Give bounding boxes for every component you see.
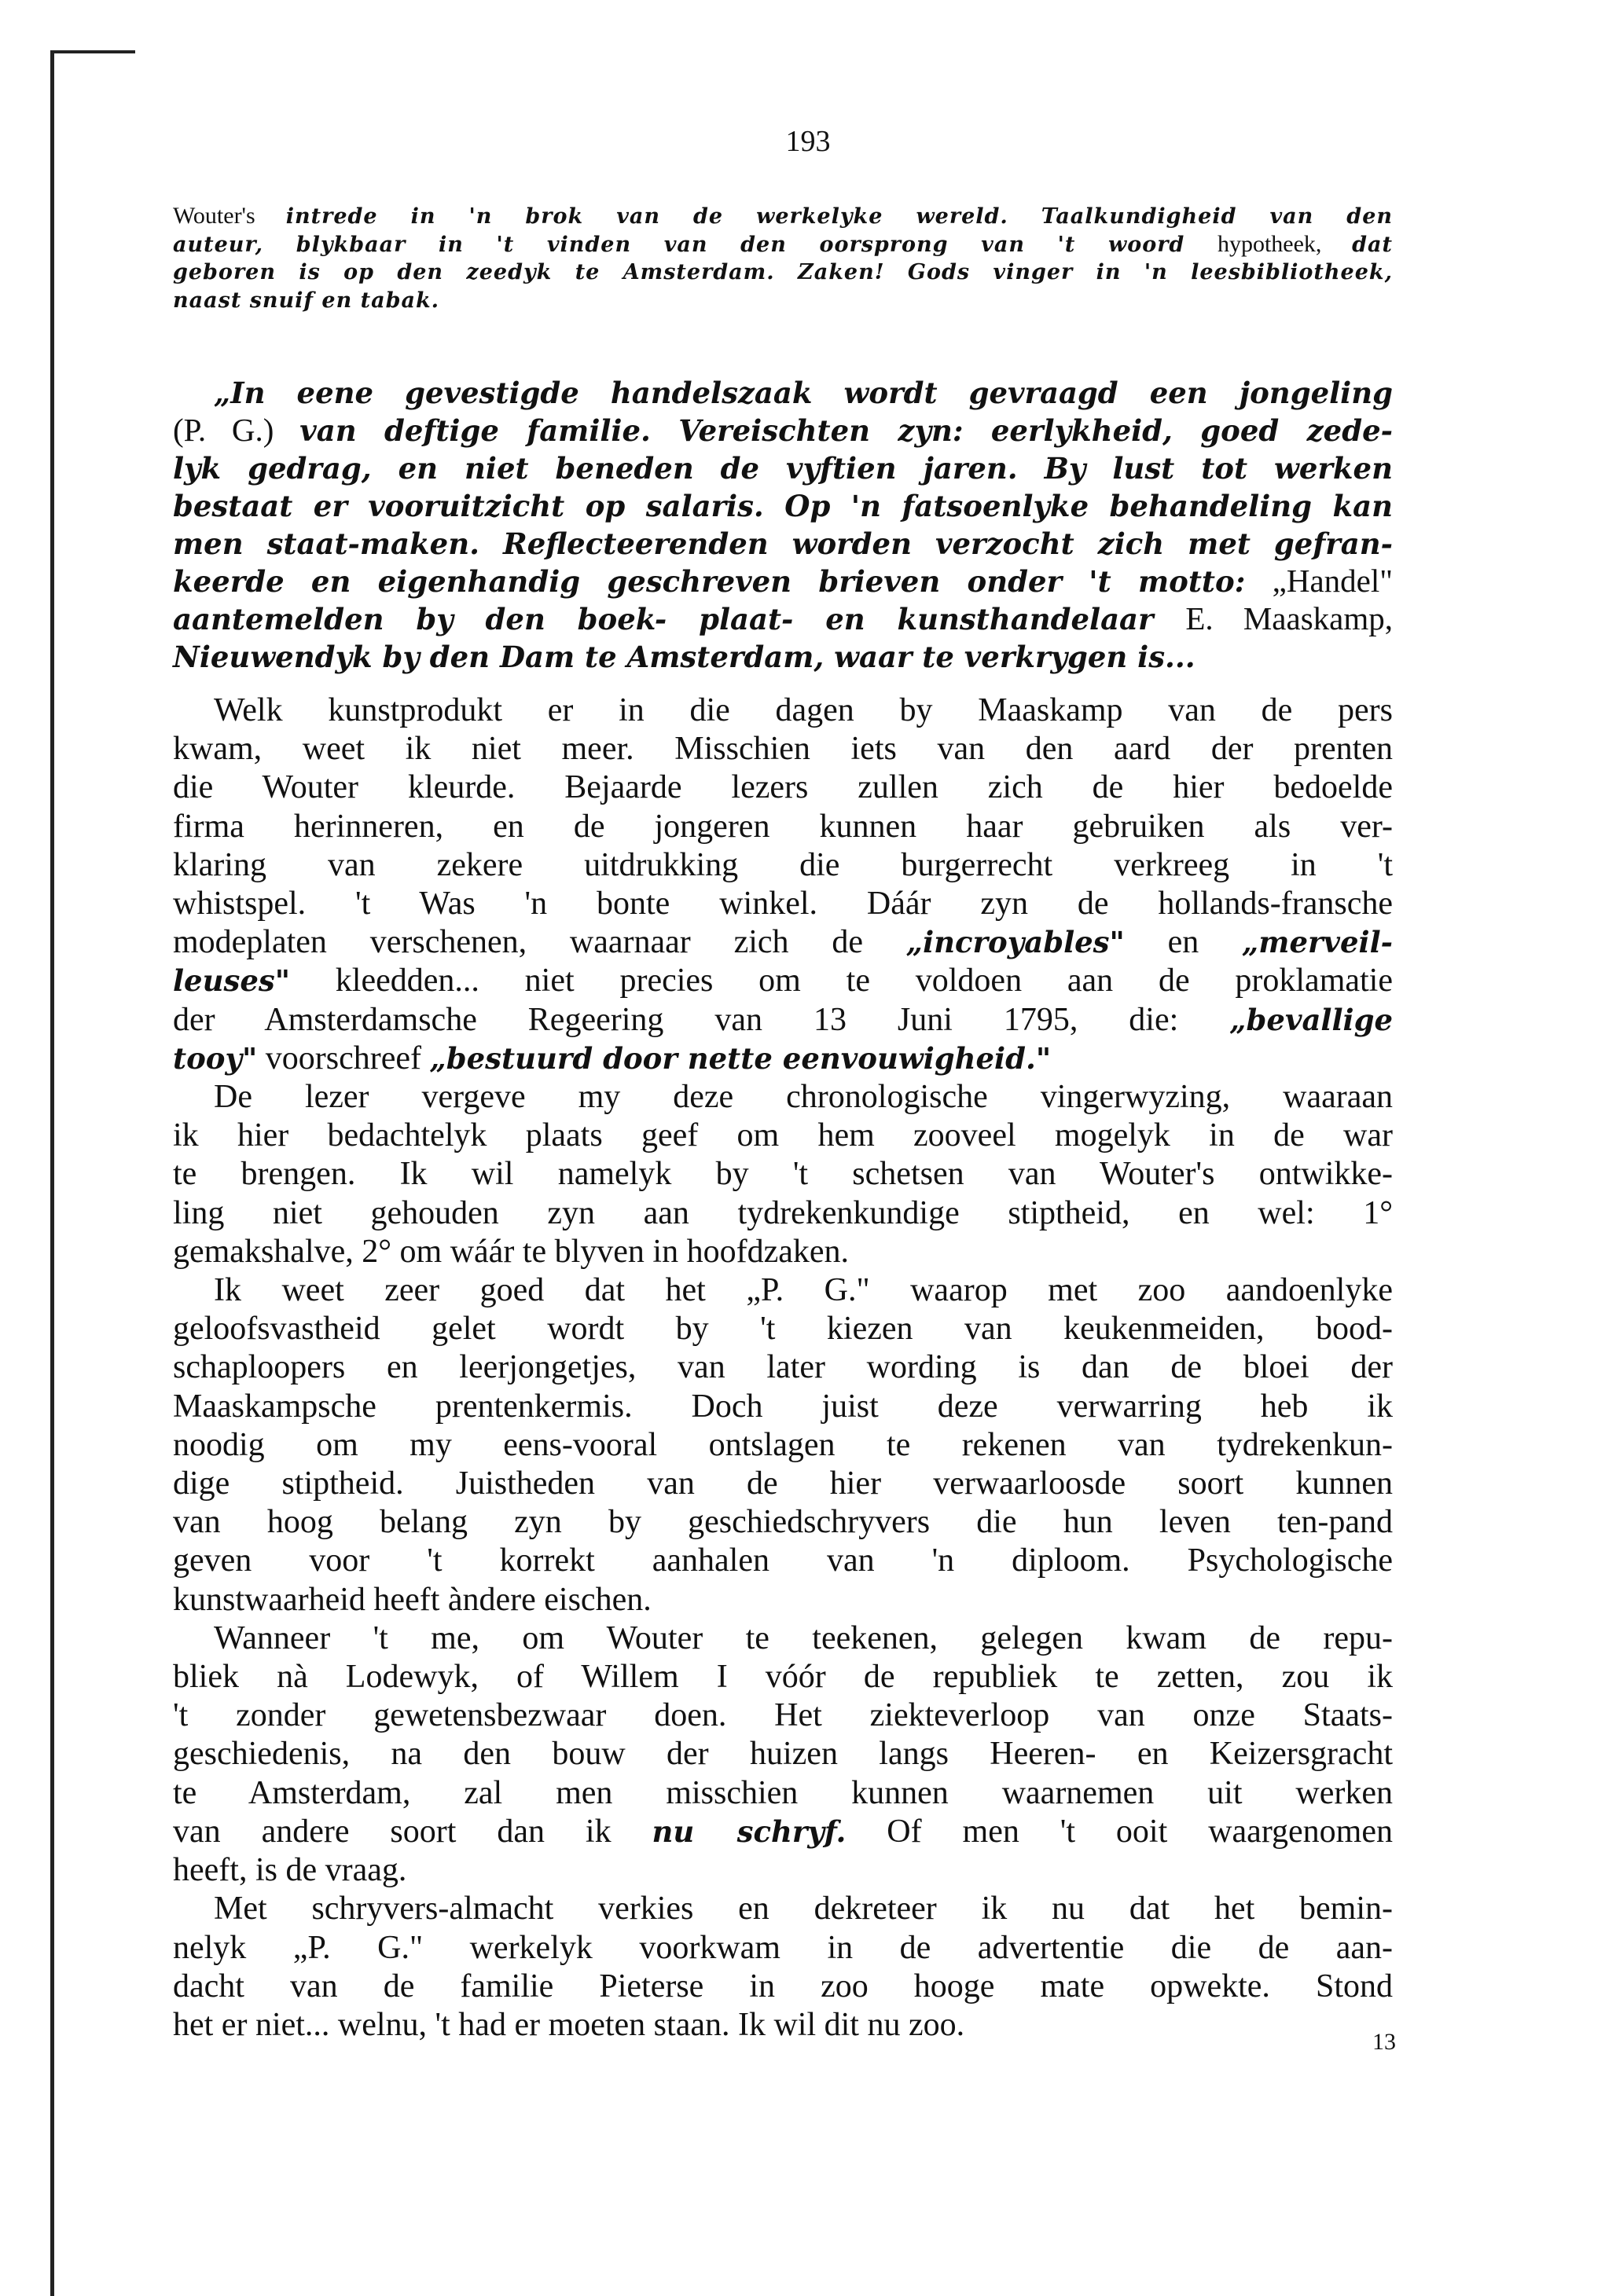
text-line xyxy=(173,231,1393,259)
text-run: geloofsvastheid gelet wordt by 't kiezen van keukenmeiden, bood- xyxy=(173,1311,1393,1348)
text-run: hypotheek, xyxy=(1217,230,1353,257)
text-line xyxy=(173,1735,1393,1773)
text-line xyxy=(173,1001,1393,1040)
text-run: te Amsterdam, zal men misschien kunnen waarnemen uit werken xyxy=(173,1774,1393,1811)
text-line xyxy=(173,1619,1393,1658)
page-edge-top-line xyxy=(50,50,135,53)
italic-text-run: geboren is op den zeedyk te Amsterdam. Zaken! Gods vinger in 'n leesbibliotheek, xyxy=(173,260,1393,285)
chapter-summary xyxy=(173,203,1393,314)
text-line xyxy=(173,287,1393,315)
italic-text-run: van deftige familie. Vereischten zyn: eerlykheid, goed zede- xyxy=(299,413,1393,448)
text-line xyxy=(173,1426,1393,1465)
text-run: gemakshalve, 2° om wáár te blyven in hoofdzaken. xyxy=(173,1233,850,1270)
text-run: De lezer vergeve my deze chronologische vingerwyzing, waaraan xyxy=(214,1079,1393,1116)
text-line xyxy=(173,1542,1393,1580)
italic-text-run: „bevallige xyxy=(1229,1002,1393,1037)
text-line xyxy=(173,1581,1393,1619)
text-line xyxy=(173,1696,1393,1735)
text-line xyxy=(173,691,1393,730)
text-line xyxy=(173,1194,1393,1233)
italic-text-run: „In eene gevestigde handelszaak wordt gevraagd een jongeling xyxy=(214,376,1393,410)
text-line xyxy=(173,2006,1393,2045)
text-line xyxy=(173,374,1393,412)
italic-text-run: auteur, blykbaar in 't vinden van den oorsprong van 't woord xyxy=(173,232,1218,257)
text-run: Welk kunstprodukt er in die dagen by Maaskamp van de pers xyxy=(214,692,1393,728)
text-run: modeplaten verschenen, waarnaar zich de xyxy=(173,924,906,961)
text-line xyxy=(173,1503,1393,1542)
text-run: van andere soort dan ik xyxy=(173,1813,652,1850)
text-run: schaploopers en leerjongetjes, van later wording is dan de bloei der xyxy=(173,1349,1393,1386)
text-run: kunstwaarheid heeft àndere eischen. xyxy=(173,1581,652,1618)
text-line xyxy=(173,525,1393,563)
text-run: dacht van de familie Pieterse in zoo hooge mate opwekte. Stond xyxy=(173,1968,1393,2004)
text-run: te brengen. Ik wil namelyk by 't schetsen van Wouter's ontwikke- xyxy=(173,1156,1393,1193)
text-run: 't zonder gewetensbezwaar doen. Het ziekteverloop van onze Staats- xyxy=(173,1697,1393,1734)
italic-text-run: keerde en eigenhandig geschreven brieven onder 't motto: xyxy=(173,564,1273,599)
text-line xyxy=(173,730,1393,768)
text-run: bliek nà Lodewyk, of Willem I vóór de republiek te zetten, zou ik xyxy=(173,1659,1393,1696)
text-line xyxy=(173,1851,1393,1890)
text-run: van hoog belang zyn by geschiedschryvers die hun leven ten-pand xyxy=(173,1504,1393,1541)
text-line xyxy=(173,885,1393,923)
text-run: geven voor 't korrekt aanhalen van 'n diploom. Psychologische xyxy=(173,1542,1393,1579)
text-line xyxy=(173,962,1393,1000)
text-line xyxy=(173,1271,1393,1310)
text-line xyxy=(173,1890,1393,1928)
text-line xyxy=(173,563,1393,600)
text-run: kwam, weet ik niet meer. Misschien iets van den aard der prenten xyxy=(173,731,1393,768)
text-run: dige stiptheid. Juistheden van de hier verwaarloosde soort kunnen xyxy=(173,1465,1393,1502)
body-text xyxy=(173,691,1393,2045)
text-line xyxy=(173,768,1393,807)
text-run: ling niet gehouden zyn aan tydrekenkundige stiptheid, en wel: 1° xyxy=(173,1194,1393,1231)
italic-text-run: lyk gedrag, en niet beneden de vyftien jaren. By lust tot werken xyxy=(173,451,1393,486)
text-run: E. Maaskamp, xyxy=(1185,600,1393,636)
text-run: noodig om my eens-vooral ontslagen te rekenen van tydrekenkun- xyxy=(173,1426,1393,1463)
italic-text-run: intrede in 'n brok van de werkelyke wereld. Taalkundigheid van den xyxy=(285,204,1393,229)
text-line xyxy=(173,487,1393,525)
text-line xyxy=(173,1078,1393,1117)
text-run: Maaskampsche prentenkermis. Doch juist deze verwarring heb ik xyxy=(173,1388,1393,1425)
text-run: nelyk „P. G." werkelyk voorkwam in de advertentie die de aan- xyxy=(173,1929,1393,1966)
text-line xyxy=(173,1155,1393,1194)
text-run: en xyxy=(1124,924,1243,961)
text-run: die Wouter kleurde. Bejaarde lezers zullen zich de hier bedoelde xyxy=(173,769,1393,806)
text-line xyxy=(173,1968,1393,2006)
text-run: der Amsterdamsche Regeering van 13 Juni 1795, die: xyxy=(173,1001,1230,1038)
text-run: (P. G.) xyxy=(173,412,300,448)
signature-mark: 13 xyxy=(1372,2029,1396,2055)
text-run: Wouter's xyxy=(173,203,286,229)
text-line xyxy=(173,808,1393,846)
text-run: firma herinneren, en de jongeren kunnen haar gebruiken als ver- xyxy=(173,808,1393,845)
text-run: voorschreef xyxy=(257,1040,430,1076)
text-line xyxy=(173,1348,1393,1387)
italic-text-run: „incroyables" xyxy=(905,925,1125,960)
text-line xyxy=(173,1774,1393,1813)
text-line xyxy=(173,1813,1393,1851)
text-line xyxy=(173,259,1393,287)
text-line xyxy=(173,923,1393,962)
italic-text-run: naast snuif en tabak. xyxy=(173,288,440,313)
italic-text-run: „bestuurd door nette eenvouwigheid." xyxy=(429,1040,1052,1076)
text-run: Met schryvers-almacht verkies en dekreteer ik nu dat het bemin- xyxy=(214,1891,1393,1927)
italic-text-run: men staat-maken. Reflecteerenden worden verzocht zich met gefran- xyxy=(173,526,1393,561)
text-run: ik hier bedachtelyk plaats geef om hem zooveel mogelyk in de war xyxy=(173,1117,1393,1154)
italic-text-run: tooy" xyxy=(173,1040,258,1076)
advertisement-quote xyxy=(173,374,1393,676)
text-run: heeft, is de vraag. xyxy=(173,1852,407,1889)
text-line xyxy=(173,1310,1393,1348)
text-run: klaring van zekere uitdrukking die burgerrecht verkreeg in 't xyxy=(173,846,1393,883)
text-run: het er niet... welnu, 't had er moeten staan. Ik wil dit nu zoo. xyxy=(173,2006,965,2043)
page-number: 193 xyxy=(785,125,831,158)
text-line xyxy=(173,1465,1393,1503)
text-run: kleedden... niet precies om te voldoen aan de proklamatie xyxy=(289,963,1393,999)
text-line xyxy=(173,449,1393,487)
italic-text-run: bestaat er vooruitzicht op salaris. Op 'n fatsoenlyke behandeling kan xyxy=(173,489,1393,523)
italic-text-run: dat xyxy=(1352,232,1394,257)
text-run: geschiedenis, na den bouw der huizen langs Heeren- en Keizersgracht xyxy=(173,1736,1393,1773)
italic-text-run: nu schryf. xyxy=(652,1814,847,1849)
text-line xyxy=(173,1929,1393,1968)
text-line xyxy=(173,638,1393,676)
text-line xyxy=(173,203,1393,231)
text-line xyxy=(173,1658,1393,1696)
text-line xyxy=(173,1117,1393,1155)
text-run: Of men 't ooit waargenomen xyxy=(846,1813,1393,1850)
text-run: „Handel" xyxy=(1272,563,1393,599)
page-edge-left-line xyxy=(50,50,54,2296)
text-line xyxy=(173,1233,1393,1271)
italic-text-run: „merveil- xyxy=(1242,925,1393,960)
text-run: Ik weet zeer goed dat het „P. G." waarop met zoo aandoenlyke xyxy=(214,1272,1393,1309)
text-line xyxy=(173,1040,1393,1078)
text-line xyxy=(173,1388,1393,1426)
text-line xyxy=(173,846,1393,885)
text-line xyxy=(173,412,1393,449)
text-run: Wanneer 't me, om Wouter te teekenen, gelegen kwam de repu- xyxy=(214,1619,1393,1656)
italic-text-run: leuses" xyxy=(173,963,290,999)
text-run: whistspel. 't Was 'n bonte winkel. Dáár zyn de hollands-fransche xyxy=(173,886,1393,922)
text-line xyxy=(173,600,1393,638)
italic-text-run: aantemelden by den boek- plaat- en kunsthandelaar xyxy=(173,602,1186,636)
italic-text-run: Nieuwendyk by den Dam te Amsterdam, waar te verkrygen is... xyxy=(173,640,1195,674)
